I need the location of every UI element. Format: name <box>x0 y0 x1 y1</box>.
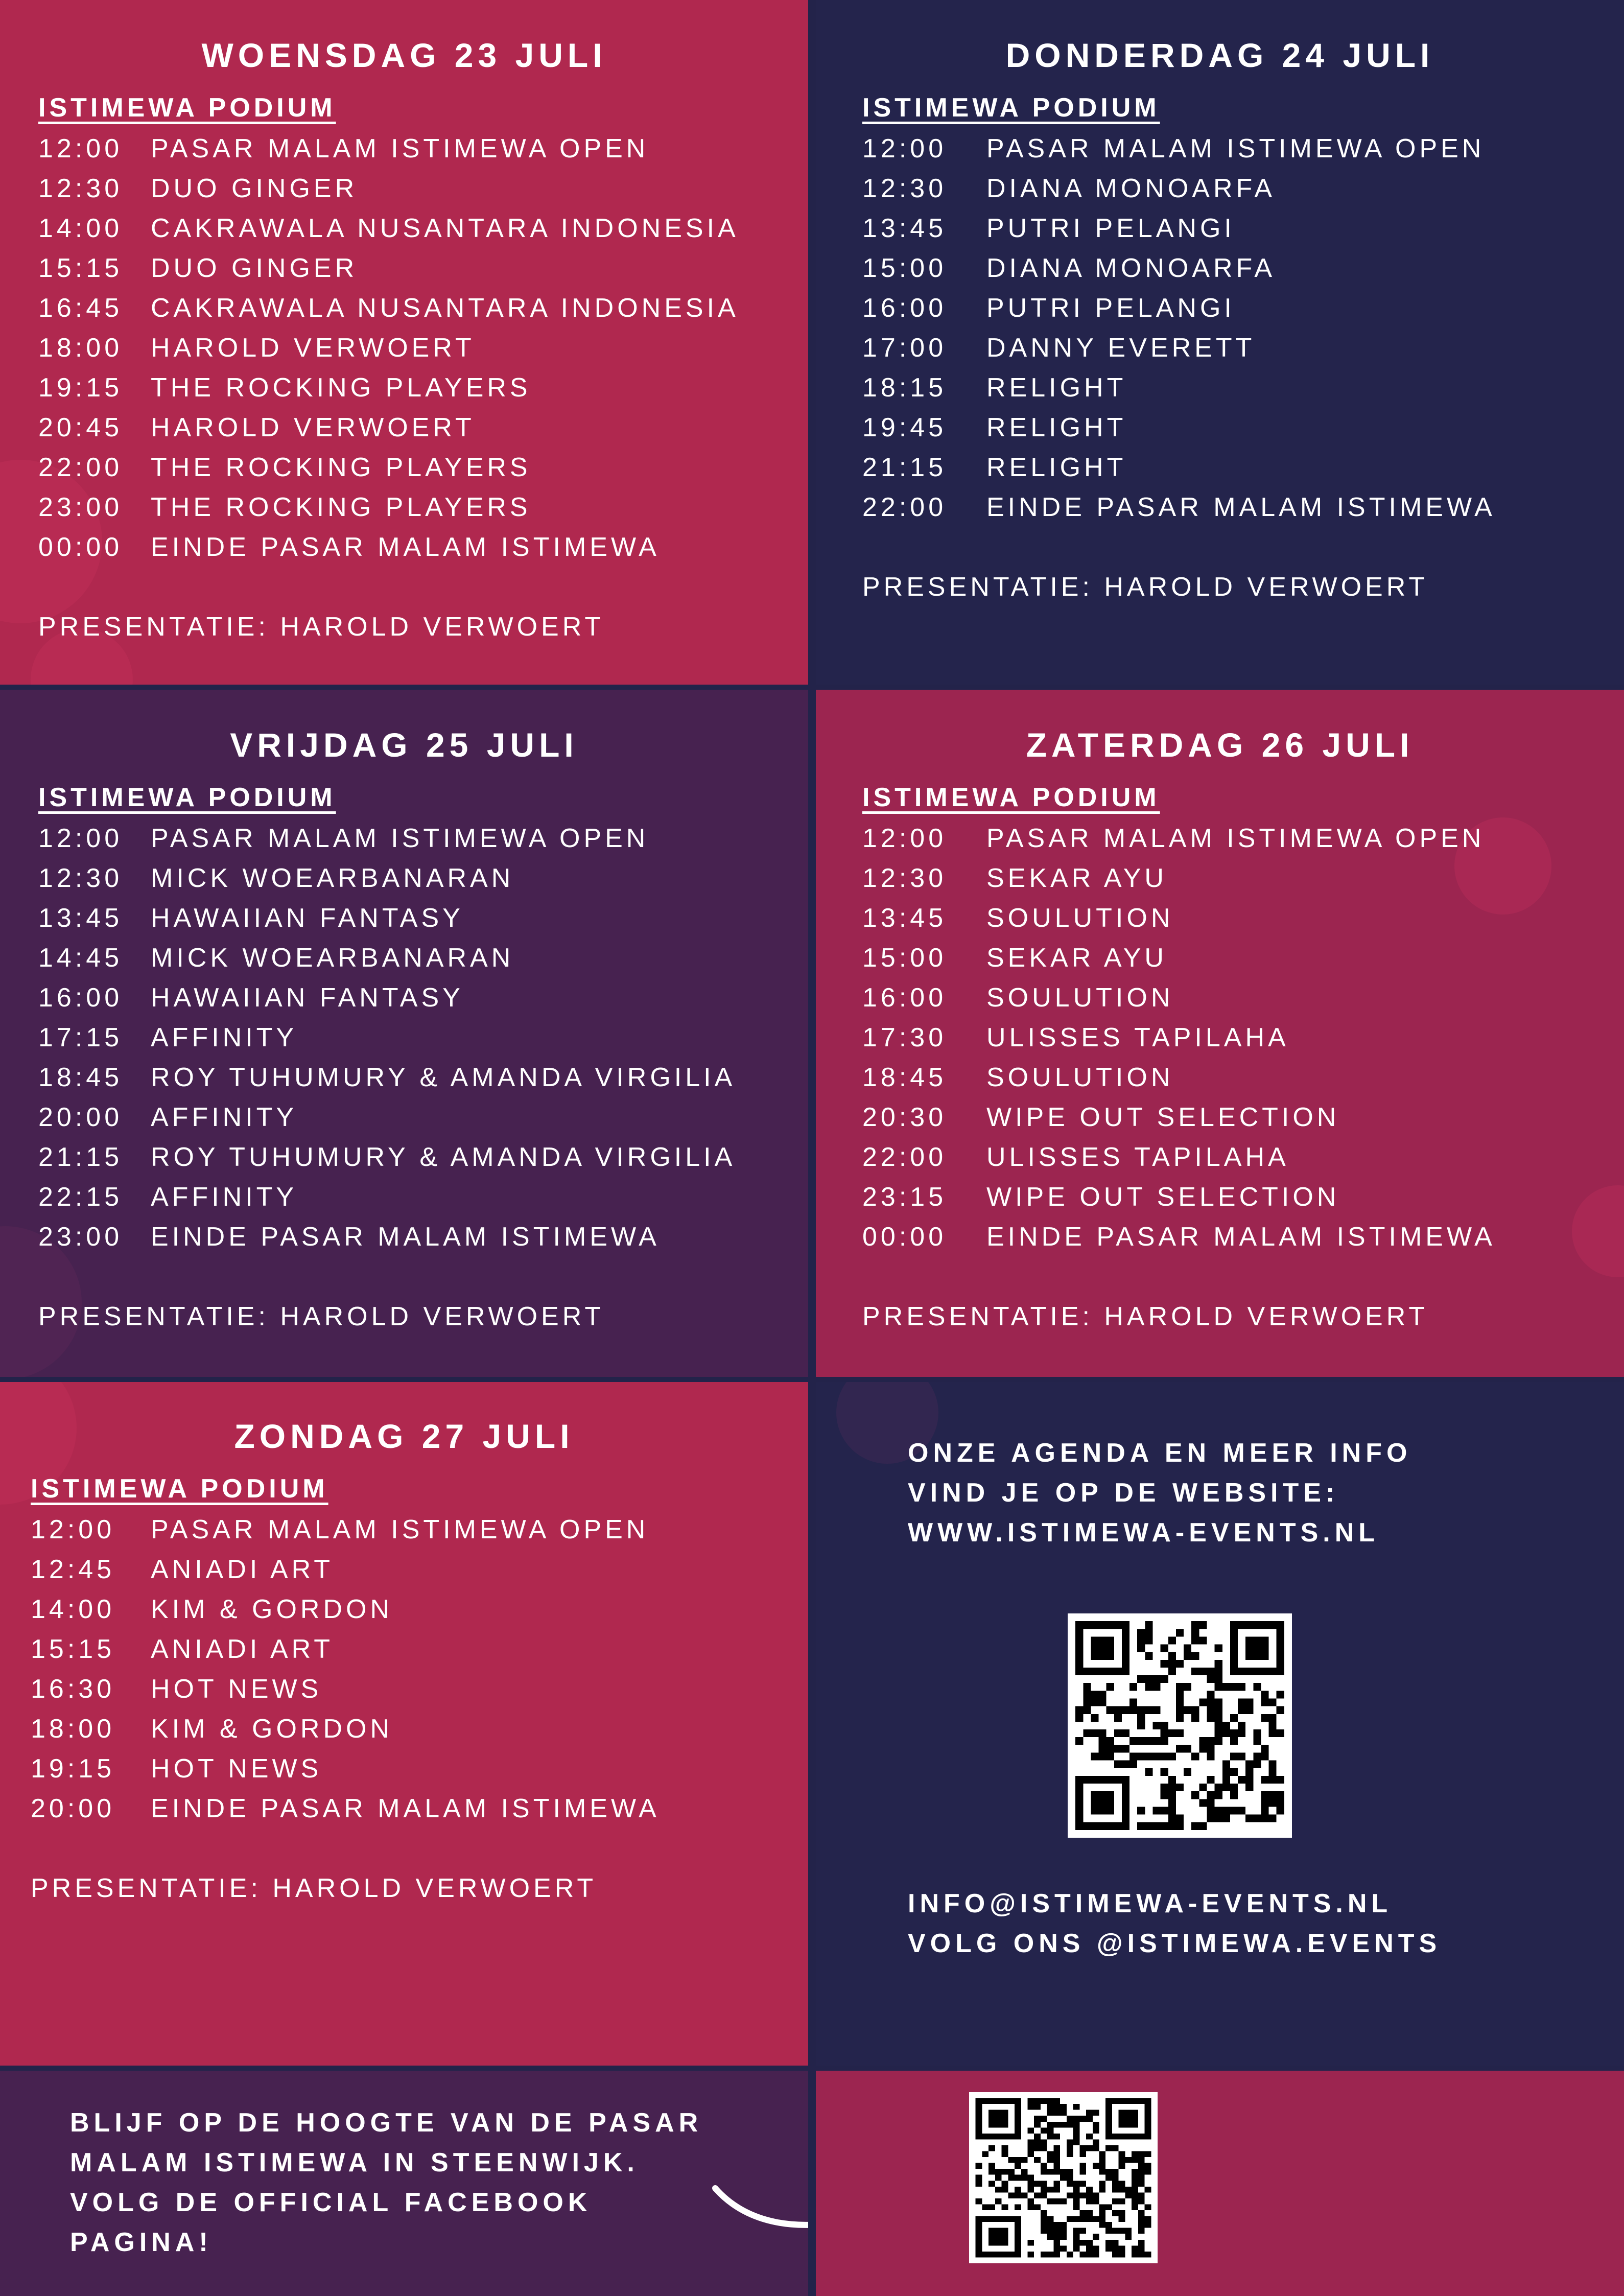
schedule-time: 12:30 <box>38 863 123 893</box>
schedule-row <box>31 1749 660 1789</box>
schedule-time: 16:00 <box>38 983 123 1013</box>
presenter-line: PRESENTATIE: HAROLD VERWOERT <box>31 1873 597 1903</box>
schedule-time: 00:00 <box>862 1222 947 1252</box>
schedule-time: 14:00 <box>31 1595 115 1624</box>
schedule-row <box>862 1058 1496 1097</box>
schedule <box>31 1469 660 1908</box>
presenter-line: PRESENTATIE: HAROLD VERWOERT <box>38 1302 605 1331</box>
schedule-row <box>862 487 1496 527</box>
schedule-act: HOT NEWS <box>151 1754 322 1784</box>
schedule-time: 18:45 <box>862 1063 947 1092</box>
schedule-act: SOULUTION <box>986 903 1174 933</box>
day-panel-woensdag <box>0 0 808 685</box>
schedule-time: 12:30 <box>862 174 947 203</box>
facebook-line: MALAM ISTIMEWA IN STEENWIJK. <box>70 2148 639 2177</box>
schedule-act: PUTRI PELANGI <box>986 214 1235 243</box>
schedule-time: 20:30 <box>862 1103 947 1132</box>
schedule-act: PASAR MALAM ISTIMEWA OPEN <box>151 1515 649 1544</box>
schedule-act: EINDE PASAR MALAM ISTIMEWA <box>986 1222 1496 1252</box>
schedule-row <box>38 328 739 368</box>
day-panel-zondag <box>0 1382 808 2066</box>
schedule-time: 22:00 <box>862 493 947 522</box>
schedule-time: 12:30 <box>862 863 947 893</box>
schedule-time: 19:45 <box>862 413 947 442</box>
facebook-panel <box>0 2071 808 2296</box>
venue-label: ISTIMEWA PODIUM <box>862 93 1160 123</box>
schedule-row <box>862 169 1496 208</box>
schedule-act: ULISSES TAPILAHA <box>986 1023 1289 1052</box>
schedule-act: DUO GINGER <box>151 174 358 203</box>
schedule-time: 23:00 <box>38 1222 123 1252</box>
schedule-time: 23:15 <box>862 1182 947 1212</box>
facebook-line: VOLG DE OFFICIAL FACEBOOK <box>70 2188 592 2217</box>
schedule-row <box>862 1177 1496 1217</box>
presenter-line: PRESENTATIE: HAROLD VERWOERT <box>38 612 605 642</box>
schedule-row <box>862 1097 1496 1137</box>
contact-info <box>908 1884 1441 1963</box>
schedule-row <box>38 1097 736 1137</box>
schedule-row <box>38 1018 736 1058</box>
schedule-time: 20:00 <box>38 1103 123 1132</box>
schedule-row <box>38 408 739 448</box>
schedule-act: HAWAIIAN FANTASY <box>151 903 464 933</box>
schedule-act: RELIGHT <box>986 453 1127 482</box>
day-title: ZATERDAG 26 JULI <box>1026 726 1414 764</box>
schedule-act: DANNY EVERETT <box>986 333 1256 363</box>
schedule-row <box>862 288 1496 328</box>
schedule-time: 15:00 <box>862 253 947 283</box>
schedule-act: HAROLD VERWOERT <box>151 413 475 442</box>
schedule-row <box>31 1789 660 1829</box>
info-panel <box>816 1382 1624 2066</box>
schedule <box>862 88 1496 607</box>
day-title: WOENSDAG 23 JULI <box>201 36 607 74</box>
schedule-act: CAKRAWALA NUSANTARA INDONESIA <box>151 293 739 323</box>
schedule-row <box>862 1137 1496 1177</box>
schedule-row <box>38 368 739 408</box>
schedule-row <box>38 527 739 567</box>
schedule-act: AFFINITY <box>151 1103 298 1132</box>
schedule-time: 16:00 <box>862 983 947 1013</box>
schedule-row <box>862 448 1496 487</box>
venue-label: ISTIMEWA PODIUM <box>31 1474 328 1504</box>
curved-arrow-right-icon <box>705 2152 808 2255</box>
schedule-row <box>38 1177 736 1217</box>
presenter-line: PRESENTATIE: HAROLD VERWOERT <box>862 572 1429 602</box>
schedule-time: 13:45 <box>38 903 123 933</box>
schedule-row <box>31 1709 660 1749</box>
schedule-act: AFFINITY <box>151 1182 298 1212</box>
schedule-row <box>38 487 739 527</box>
schedule-row <box>38 938 736 978</box>
schedule-time: 16:30 <box>31 1674 115 1704</box>
schedule-time: 12:30 <box>38 174 123 203</box>
schedule-time: 22:15 <box>38 1182 123 1212</box>
schedule-time: 12:00 <box>862 134 947 163</box>
schedule-time: 18:00 <box>38 333 123 363</box>
schedule-act: HOT NEWS <box>151 1674 322 1704</box>
schedule <box>38 88 739 647</box>
schedule-time: 12:00 <box>31 1515 115 1544</box>
day-title: DONDERDAG 24 JULI <box>1005 36 1434 74</box>
schedule-act: PASAR MALAM ISTIMEWA OPEN <box>986 134 1485 163</box>
schedule-act: PASAR MALAM ISTIMEWA OPEN <box>151 134 649 163</box>
schedule-act: SOULUTION <box>986 1063 1174 1092</box>
schedule-row <box>31 1550 660 1589</box>
schedule-time: 17:00 <box>862 333 947 363</box>
schedule-act: THE ROCKING PLAYERS <box>151 493 531 522</box>
schedule-act: ROY TUHUMURY & AMANDA VIRGILIA <box>151 1142 736 1172</box>
schedule-time: 21:15 <box>862 453 947 482</box>
schedule-time: 12:00 <box>38 824 123 853</box>
schedule-act: RELIGHT <box>986 373 1127 403</box>
schedule-row <box>31 1589 660 1629</box>
schedule-row <box>862 368 1496 408</box>
schedule-time: 17:30 <box>862 1023 947 1052</box>
schedule-time: 13:45 <box>862 214 947 243</box>
schedule-time: 12:45 <box>31 1555 115 1584</box>
schedule-row <box>38 1058 736 1097</box>
schedule-act: ROY TUHUMURY & AMANDA VIRGILIA <box>151 1063 736 1092</box>
facebook-text <box>70 2103 702 2262</box>
schedule-act: EINDE PASAR MALAM ISTIMEWA <box>151 532 660 562</box>
qr-code-icon[interactable] <box>1068 1613 1292 1838</box>
schedule-row <box>31 1629 660 1669</box>
schedule-act: MICK WOEARBANARAN <box>151 943 514 973</box>
schedule-time: 15:00 <box>862 943 947 973</box>
website-info <box>908 1433 1411 1553</box>
schedule-row <box>38 1217 736 1257</box>
schedule-act: ANIADI ART <box>151 1634 334 1664</box>
day-panel-donderdag <box>816 0 1624 685</box>
social-handle[interactable]: VOLG ONS @ISTIMEWA.EVENTS <box>908 1929 1442 1958</box>
schedule-row <box>862 248 1496 288</box>
schedule-act: PASAR MALAM ISTIMEWA OPEN <box>151 824 649 853</box>
day-title: VRIJDAG 25 JULI <box>230 726 578 764</box>
schedule-time: 17:15 <box>38 1023 123 1052</box>
schedule-act: DUO GINGER <box>151 253 358 283</box>
schedule-act: HAROLD VERWOERT <box>151 333 475 363</box>
schedule-act: DIANA MONOARFA <box>986 174 1276 203</box>
day-panel-vrijdag <box>0 690 808 1377</box>
qr-code-icon[interactable] <box>969 2092 1158 2263</box>
schedule <box>38 778 736 1337</box>
schedule-row <box>862 1217 1496 1257</box>
schedule-act: THE ROCKING PLAYERS <box>151 453 531 482</box>
schedule-act: SOULUTION <box>986 983 1174 1013</box>
schedule-act: DIANA MONOARFA <box>986 253 1276 283</box>
schedule-act: SEKAR AYU <box>986 863 1167 893</box>
schedule-row <box>38 978 736 1018</box>
day-panel-zaterdag <box>816 690 1624 1377</box>
schedule-time: 20:45 <box>38 413 123 442</box>
schedule-act: PUTRI PELANGI <box>986 293 1235 323</box>
schedule-row <box>862 129 1496 169</box>
schedule-row <box>38 1137 736 1177</box>
schedule-act: RELIGHT <box>986 413 1127 442</box>
schedule-row <box>862 328 1496 368</box>
schedule-row <box>862 818 1496 858</box>
schedule-act: ANIADI ART <box>151 1555 334 1584</box>
schedule-row <box>38 448 739 487</box>
schedule-row <box>38 858 736 898</box>
schedule-act: PASAR MALAM ISTIMEWA OPEN <box>986 824 1485 853</box>
schedule-row <box>862 208 1496 248</box>
schedule <box>862 778 1496 1337</box>
schedule-act: THE ROCKING PLAYERS <box>151 373 531 403</box>
schedule-time: 15:15 <box>31 1634 115 1664</box>
schedule-row <box>38 818 736 858</box>
schedule-time: 14:45 <box>38 943 123 973</box>
schedule-act: SEKAR AYU <box>986 943 1167 973</box>
facebook-line: PAGINA! <box>70 2228 213 2257</box>
schedule-time: 20:00 <box>31 1794 115 1823</box>
day-title: ZONDAG 27 JULI <box>234 1417 574 1455</box>
schedule-time: 12:00 <box>38 134 123 163</box>
schedule-time: 18:15 <box>862 373 947 403</box>
schedule-row <box>31 1510 660 1550</box>
email-link[interactable]: INFO@ISTIMEWA-EVENTS.NL <box>908 1889 1393 1918</box>
schedule-time: 18:45 <box>38 1063 123 1092</box>
schedule-time: 14:00 <box>38 214 123 243</box>
schedule-act: HAWAIIAN FANTASY <box>151 983 464 1013</box>
venue-label: ISTIMEWA PODIUM <box>862 783 1160 812</box>
venue-label: ISTIMEWA PODIUM <box>38 93 336 123</box>
schedule-time: 16:45 <box>38 293 123 323</box>
schedule-time: 22:00 <box>38 453 123 482</box>
schedule-time: 15:15 <box>38 253 123 283</box>
schedule-time: 23:00 <box>38 493 123 522</box>
schedule-time: 19:15 <box>31 1754 115 1784</box>
schedule-row <box>38 169 739 208</box>
schedule-time: 19:15 <box>38 373 123 403</box>
website-link[interactable]: WWW.ISTIMEWA-EVENTS.NL <box>908 1518 1380 1548</box>
schedule-row <box>38 208 739 248</box>
schedule-act: EINDE PASAR MALAM ISTIMEWA <box>151 1794 660 1823</box>
schedule-act: MICK WOEARBANARAN <box>151 863 514 893</box>
schedule-act: KIM & GORDON <box>151 1595 393 1624</box>
schedule-row <box>862 978 1496 1018</box>
schedule-time: 12:00 <box>862 824 947 853</box>
schedule-act: EINDE PASAR MALAM ISTIMEWA <box>151 1222 660 1252</box>
schedule-row <box>38 248 739 288</box>
schedule-time: 16:00 <box>862 293 947 323</box>
schedule-row <box>862 858 1496 898</box>
schedule-row <box>38 898 736 938</box>
schedule-time: 21:15 <box>38 1142 123 1172</box>
schedule-row <box>862 938 1496 978</box>
schedule-act: ULISSES TAPILAHA <box>986 1142 1289 1172</box>
presenter-line: PRESENTATIE: HAROLD VERWOERT <box>862 1302 1429 1331</box>
schedule-act: WIPE OUT SELECTION <box>986 1103 1340 1132</box>
schedule-row <box>862 1018 1496 1058</box>
schedule-row <box>31 1669 660 1709</box>
schedule-time: 22:00 <box>862 1142 947 1172</box>
schedule-act: WIPE OUT SELECTION <box>986 1182 1340 1212</box>
flower-ornament <box>1572 1185 1624 1277</box>
schedule-time: 00:00 <box>38 532 123 562</box>
schedule-row <box>38 129 739 169</box>
venue-label: ISTIMEWA PODIUM <box>38 783 336 812</box>
schedule-act: KIM & GORDON <box>151 1714 393 1744</box>
facebook-line: BLIJF OP DE HOOGTE VAN DE PASAR <box>70 2108 703 2138</box>
schedule-time: 13:45 <box>862 903 947 933</box>
schedule-row <box>38 288 739 328</box>
schedule-act: AFFINITY <box>151 1023 298 1052</box>
schedule-row <box>862 408 1496 448</box>
schedule-act: EINDE PASAR MALAM ISTIMEWA <box>986 493 1496 522</box>
facebook-qr-panel <box>816 2071 1624 2296</box>
info-line: ONZE AGENDA EN MEER INFO <box>908 1438 1412 1468</box>
info-line: VIND JE OP DE WEBSITE: <box>908 1478 1339 1508</box>
schedule-act: CAKRAWALA NUSANTARA INDONESIA <box>151 214 739 243</box>
schedule-row <box>862 898 1496 938</box>
schedule-time: 18:00 <box>31 1714 115 1744</box>
